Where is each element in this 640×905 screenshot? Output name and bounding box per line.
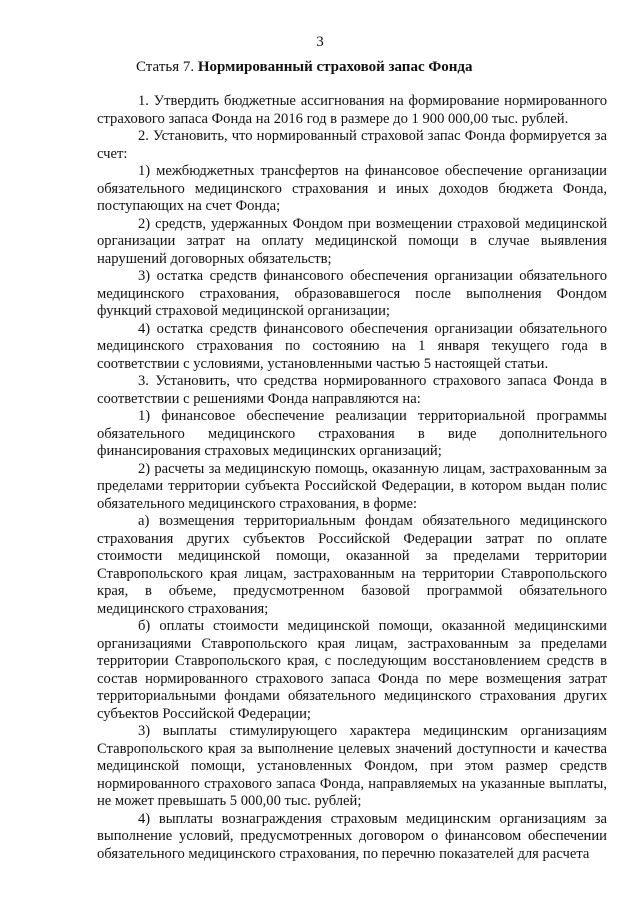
paragraph-2-item-2: 2) средств, удержанных Фондом при возмещении страховой медицинской организации затрат на оплату медицинской помощи в случае выявления нарушений договорных обязательств; (97, 215, 607, 267)
article-title: Нормированный страховой запас Фонда (197, 59, 473, 75)
paragraph-3: 3. Установить, что средства нормированного страхового запаса Фонда в соответствии с решениями Фонда направляются на: (97, 373, 607, 407)
paragraph-3-item-3: 3) выплаты стимулирующего характера медицинским организациям Ставропольского края за выполнение целевых значений доступности и качества медицинской помощи, установленных Фондом, при этом размер средств нормированного страхового запаса Фонда, направляемых на указанные выплаты, не может превышать 5 000,00 тыс. рублей; (97, 723, 607, 809)
paragraph-3-item-1: 1) финансовое обеспечение реализации территориальной программы обязательного медицинского страхования в виде дополнительного финансирования страховых медицинских организаций; (97, 408, 607, 459)
paragraph-3-item-2-a: а) возмещения территориальным фондам обязательного медицинского страхования других субъектов Российской Федерации затрат по оплате стоимости медицинской помощи, оказанной за пределами территории Ставропольского края лицам, застрахованным на территории Ставропольского края, в объеме, предусмотренном базовой программой обязательного медицинского страхования; (97, 513, 607, 617)
paragraph-1: 1. Утвердить бюджетные ассигнования на формирование нормированного страхового запаса Фонда на 2016 год в размере до 1 900 000,00 тыс. рублей. (97, 93, 607, 127)
paragraph-2-item-1: 1) межбюджетных трансфертов на финансовое обеспечение организации обязательного медицинского страхования и иных доходов бюджета Фонда, поступающих на счет Фонда; (97, 163, 607, 214)
paragraph-2: 2. Установить, что нормированный страховой запас Фонда формируется за счет: (97, 128, 607, 162)
paragraph-3-item-2-b: б) оплаты стоимости медицинской помощи, оказанной медицинскими организациями Ставропольского края лицам, застрахованным за пределами территории Ставропольского края, с последующим восстановлением средств в состав нормированного страхового запаса Фонда по мере возмещения затрат территориальными фондами обязательного медицинского страхования других субъектов Российской Федерации; (97, 618, 607, 722)
article-label: Статья 7. (136, 59, 195, 75)
paragraph-3-item-2: 2) расчеты за медицинскую помощь, оказанную лицам, застрахованным за пределами территории субъекта Российской Федерации, в котором выдан полис обязательного медицинского страхования, в форме: (97, 460, 607, 512)
article-heading (136, 59, 472, 76)
article-body (97, 93, 607, 863)
paragraph-2-item-4: 4) остатка средств финансового обеспечения организации обязательного медицинского страхования по состоянию на 1 января текущего года в соответствии с условиями, установленными частью 5 настоящей статьи. (97, 320, 607, 372)
paragraph-2-item-3: 3) остатка средств финансового обеспечения организации обязательного медицинского страхования, образовавшегося после выполнения Фондом функций страховой медицинской организации; (97, 268, 607, 319)
page-number: 3 (316, 34, 324, 50)
paragraph-3-item-4: 4) выплаты вознаграждения страховым медицинским организациям за выполнение условий, предусмотренных договором о финансовом обеспечении обязательного медицинского страхования, по перечню показателей для расчета (97, 810, 607, 862)
